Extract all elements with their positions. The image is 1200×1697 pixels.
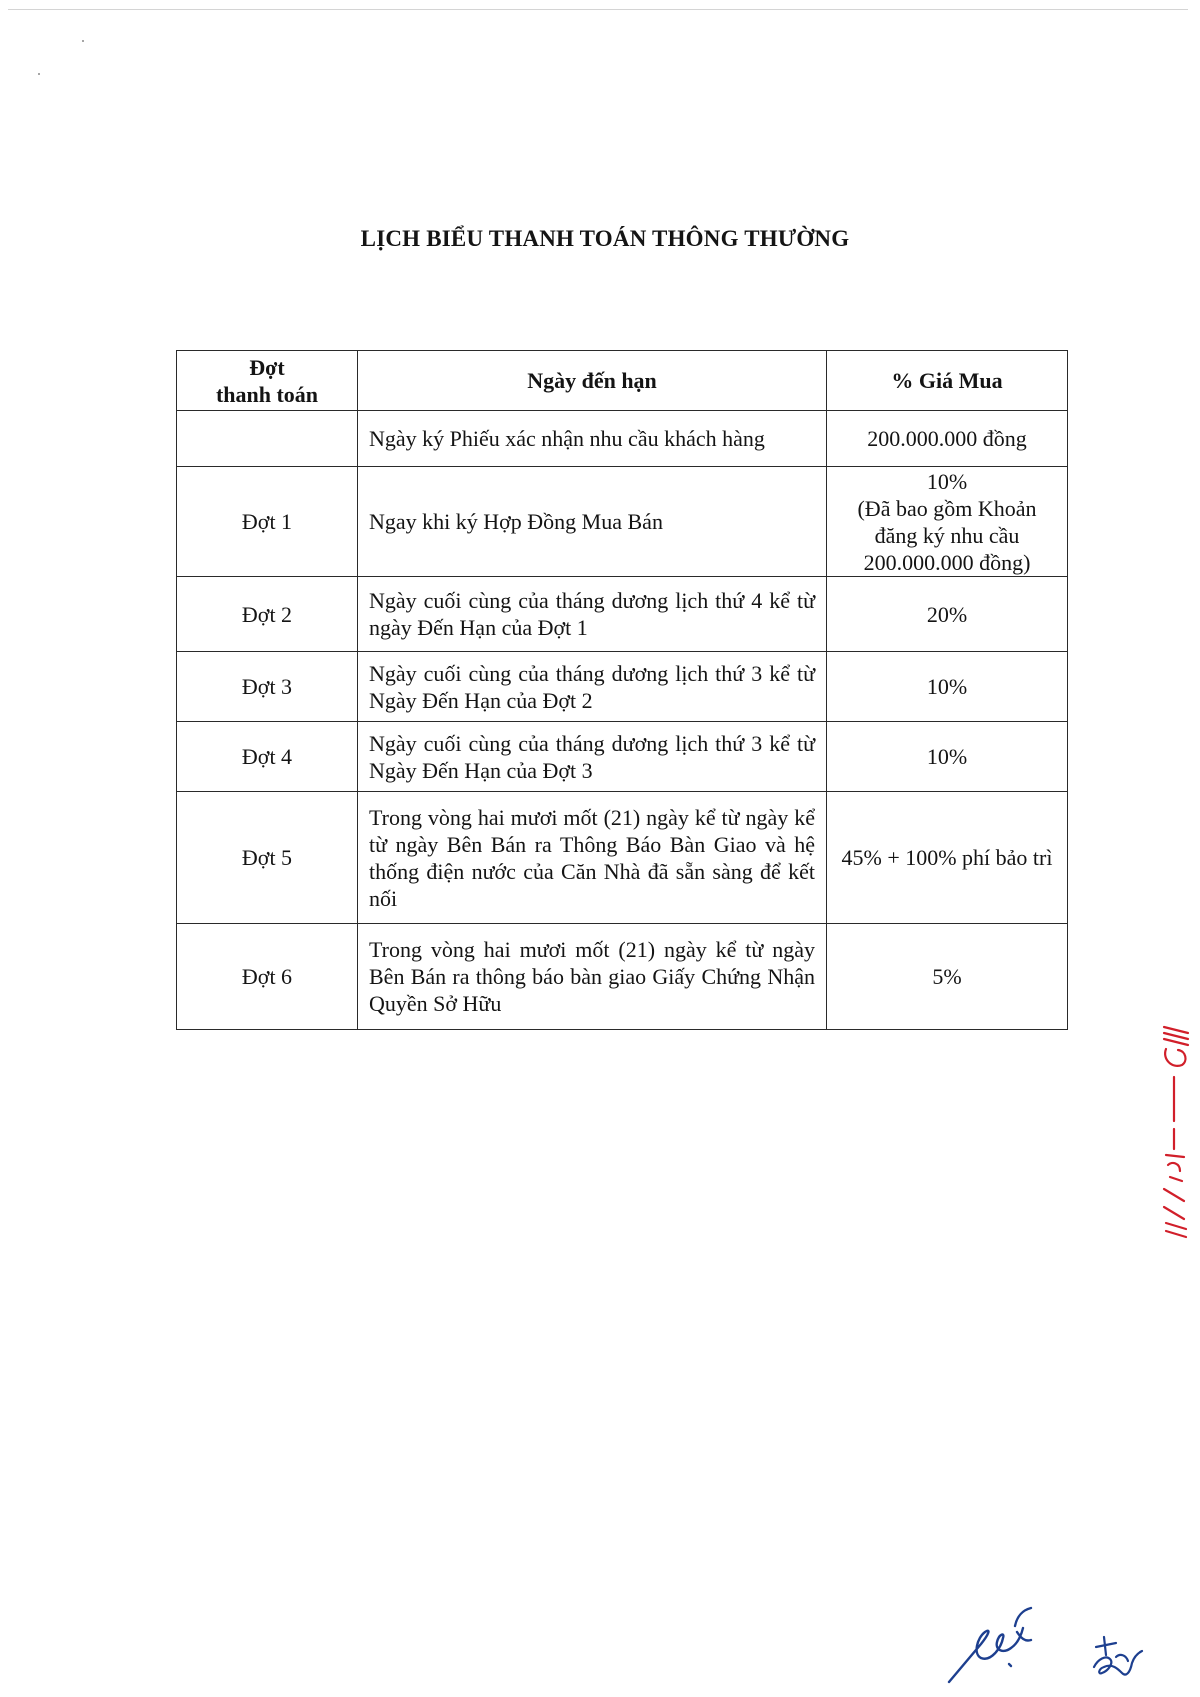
row-due: Ngày cuối cùng của tháng dương lịch thứ 3 kể từ Ngày Đến Hạn của Đợt 2 (358, 652, 827, 722)
scan-speck (38, 73, 40, 75)
row-percent: 10% (827, 652, 1068, 722)
header-phase-line2: thanh toán (215, 381, 319, 407)
row-phase: Đợt 5 (177, 792, 358, 924)
row-percent-cell (827, 467, 1068, 577)
table-row (177, 467, 1068, 577)
row-phase: Đợt 6 (177, 924, 358, 1030)
table-row (177, 924, 1068, 1030)
row-percent: 10% (827, 722, 1068, 792)
row-due: Trong vòng hai mươi mốt (21) ngày kể từ ngày kể từ ngày Bên Bán ra Thông Báo Bàn Giao và hệ thống điện nước của Căn Nhà đã sẵn sàng để kết nối (358, 792, 827, 924)
document-title: LỊCH BIỂU THANH TOÁN THÔNG THƯỜNG (360, 226, 850, 251)
table-row (177, 652, 1068, 722)
row-phase (177, 411, 358, 467)
row-phase: Đợt 2 (177, 577, 358, 652)
row-percent-note: (Đã bao gồm Khoản đăng ký nhu cầu 200.000.000 đồng) (857, 495, 1037, 575)
row-phase: Đợt 1 (177, 467, 358, 577)
row-percent: 45% + 100% phí bảo trì (827, 792, 1068, 924)
row-percent: 10% (926, 468, 968, 494)
row-percent: 200.000.000 đồng (827, 411, 1068, 467)
top-scan-edge (8, 9, 1188, 10)
table-header-row (177, 351, 1068, 411)
row-phase: Đợt 4 (177, 722, 358, 792)
row-due: Trong vòng hai mươi mốt (21) ngày kể từ ngày Bên Bán ra thông báo bàn giao Giấy Chứng Nhận Quyền Sở Hữu (358, 924, 827, 1030)
table-row (177, 722, 1068, 792)
row-due: Ngày cuối cùng của tháng dương lịch thứ 4 kể từ ngày Đến Hạn của Đợt 1 (358, 577, 827, 652)
page-seal-stamp (1150, 1025, 1194, 1240)
row-percent: 5% (827, 924, 1068, 1030)
payment-schedule-table (176, 350, 1068, 1030)
header-phase-line1: Đợt (249, 354, 285, 380)
row-due: Ngày ký Phiếu xác nhận nhu cầu khách hàng (358, 411, 827, 467)
row-phase: Đợt 3 (177, 652, 358, 722)
scan-speck (82, 40, 84, 42)
header-due-date: Ngày đến hạn (358, 351, 827, 411)
row-due: Ngay khi ký Hợp Đồng Mua Bán (358, 467, 827, 577)
signature-2 (1088, 1633, 1148, 1691)
row-percent: 20% (827, 577, 1068, 652)
table-row (177, 577, 1068, 652)
table-row (177, 411, 1068, 467)
header-percent: % Giá Mua (827, 351, 1068, 411)
row-due: Ngày cuối cùng của tháng dương lịch thứ 3 kể từ Ngày Đến Hạn của Đợt 3 (358, 722, 827, 792)
signature-1 (945, 1598, 1065, 1686)
header-phase (177, 351, 358, 411)
table-row (177, 792, 1068, 924)
